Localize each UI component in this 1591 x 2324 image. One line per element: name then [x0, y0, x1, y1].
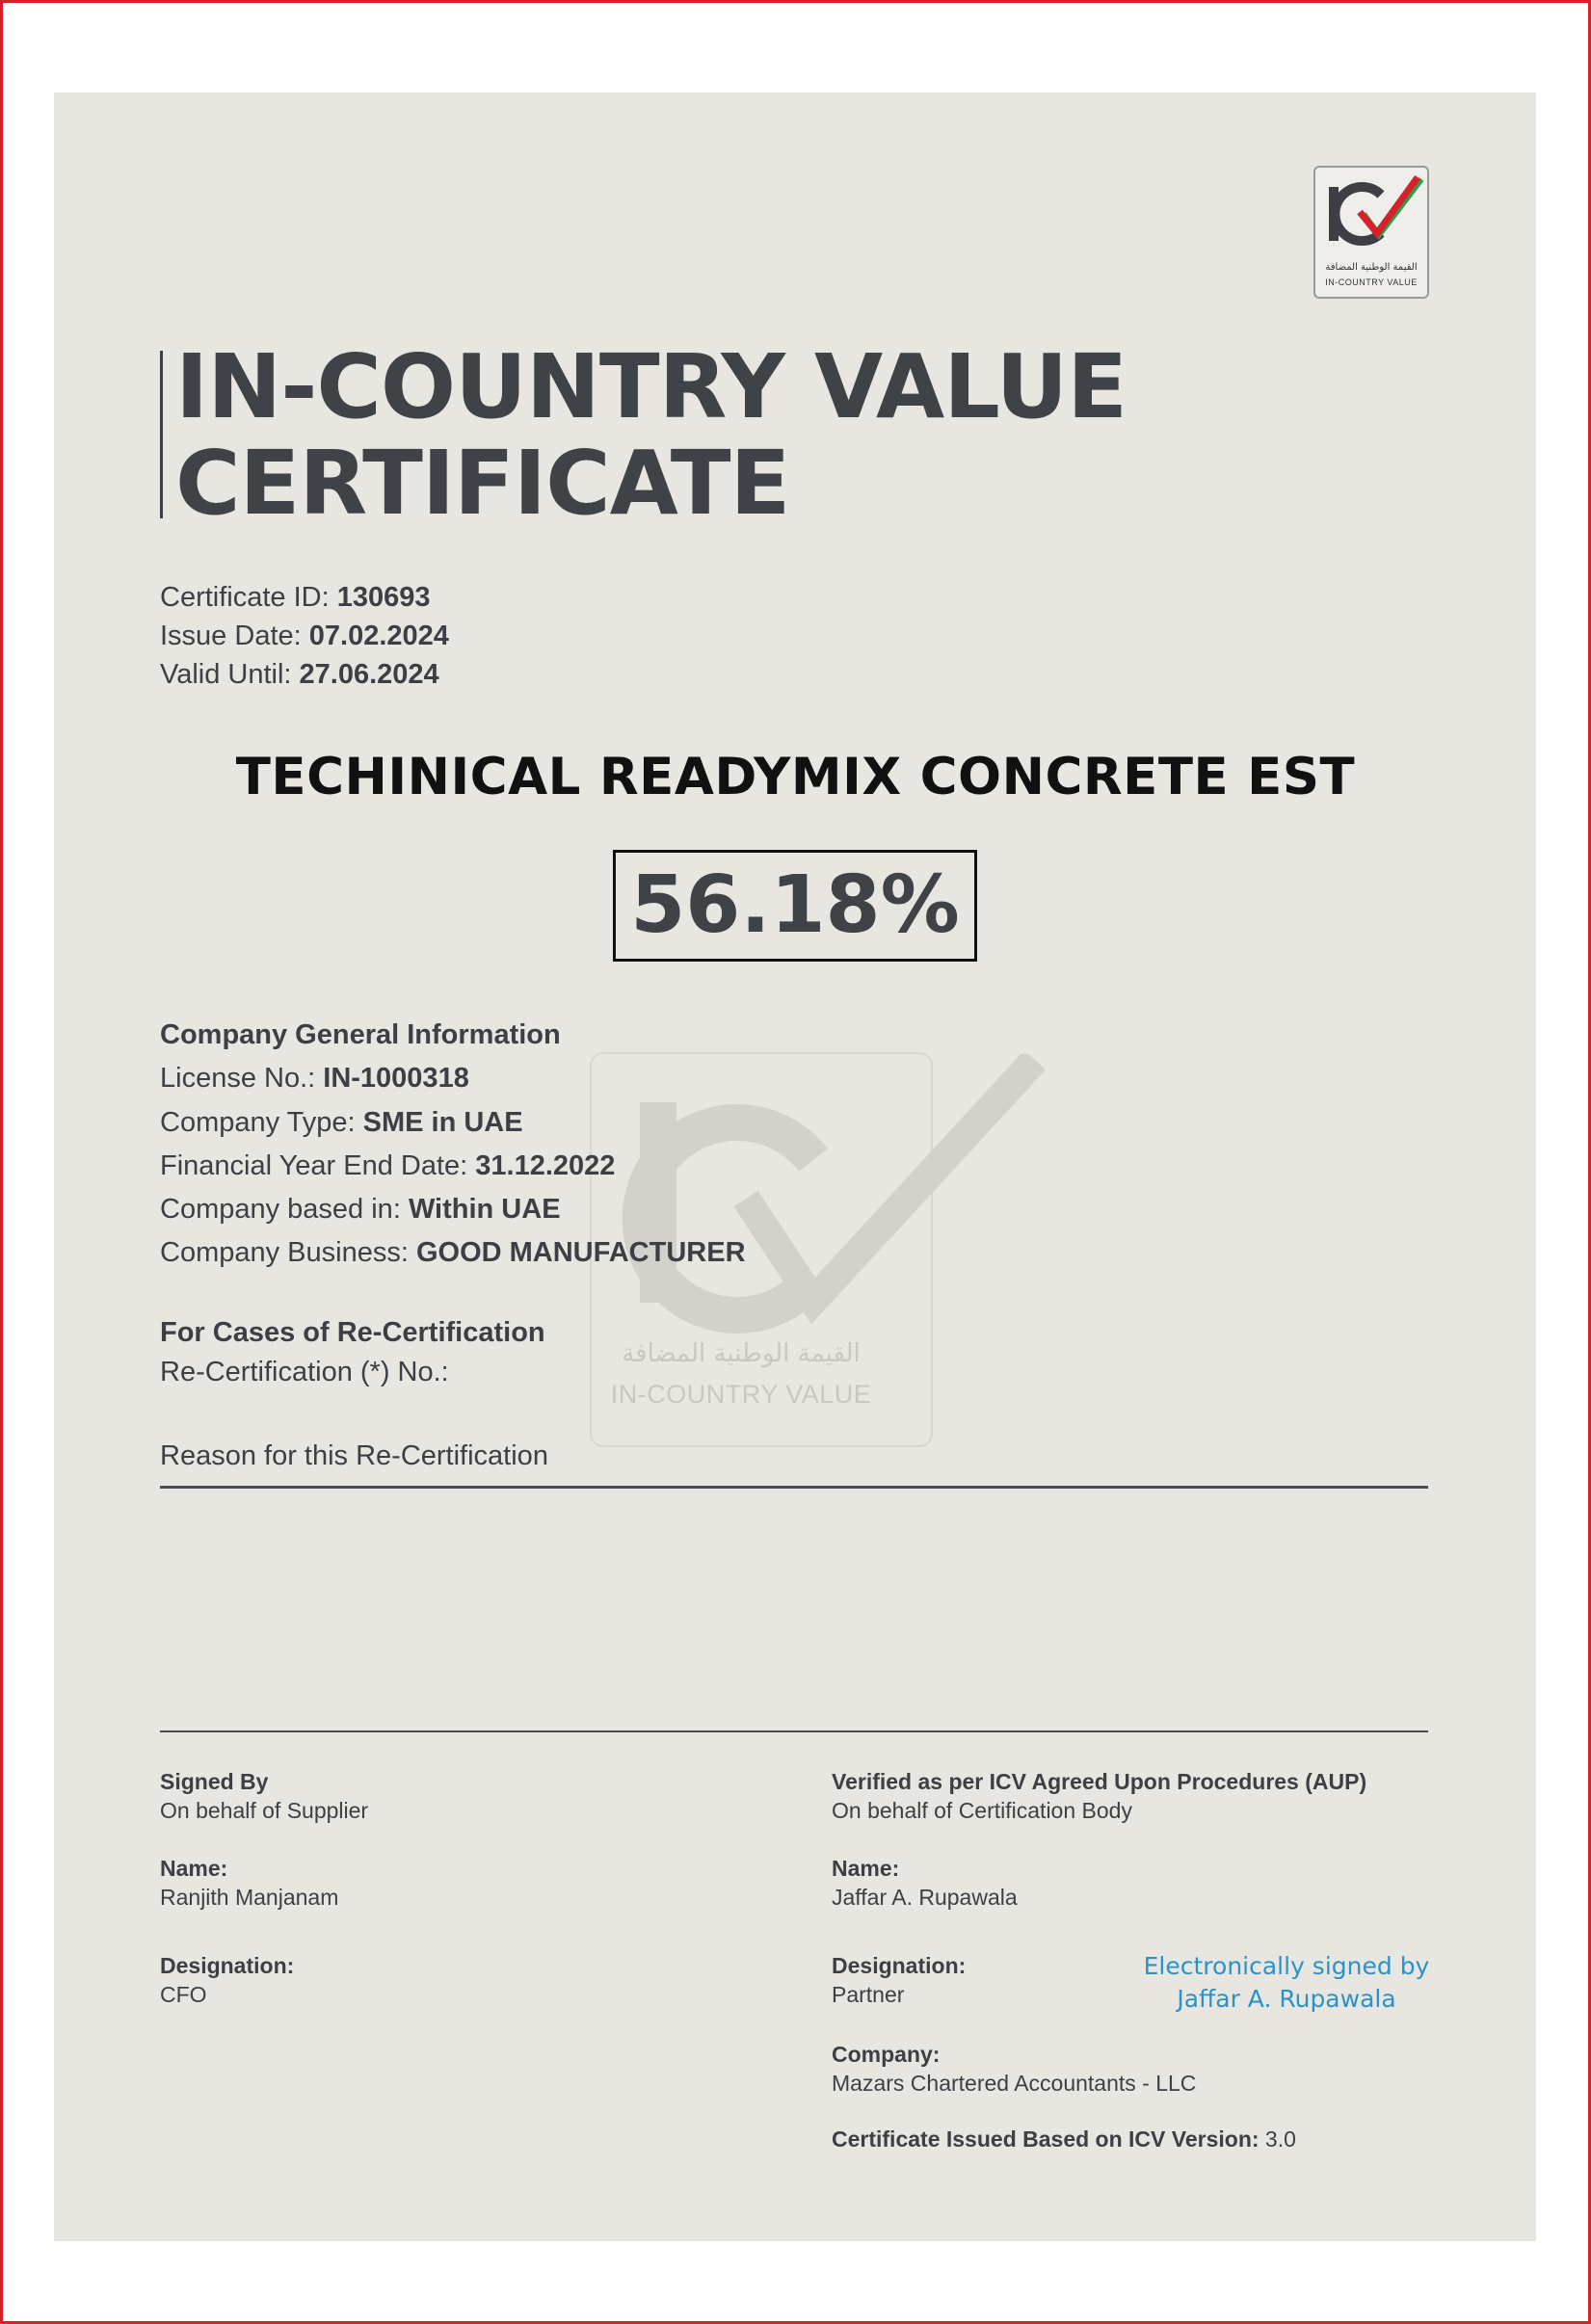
valid-until-row — [160, 655, 449, 694]
verified-company: Mazars Chartered Accountants - LLC — [832, 2071, 1197, 2096]
section-divider-top — [160, 1486, 1428, 1489]
company-type-value: SME in UAE — [362, 1107, 523, 1138]
issue-date-label: Issue Date: — [160, 621, 302, 651]
license-value: IN-1000318 — [323, 1063, 469, 1094]
verified-heading: Verified as per ICV Agreed Upon Procedures (AUP) — [832, 1769, 1367, 1794]
license-label: License No.: — [160, 1063, 316, 1094]
financial-year-row — [160, 1150, 615, 1182]
watermark-arabic-text: القيمة الوطنية المضافة — [622, 1339, 861, 1368]
certificate-id-value: 130693 — [336, 582, 431, 613]
signed-by-heading: Signed By — [160, 1769, 269, 1794]
company-business-row — [160, 1237, 746, 1269]
logo-arabic-text: القيمة الوطنية المضافة — [1325, 262, 1418, 273]
icv-score: 56.18% — [630, 859, 960, 951]
company-based-value: Within UAE — [408, 1194, 561, 1225]
verified-name-label: Name: — [832, 1856, 900, 1881]
company-based-label: Company based in: — [160, 1194, 401, 1225]
page-title — [175, 335, 1127, 535]
signed-by-block — [160, 1767, 368, 2009]
title-accent-bar — [160, 351, 163, 518]
certificate-id-row — [160, 578, 449, 617]
signed-by-name-label: Name: — [160, 1856, 228, 1881]
verified-sub: On behalf of Certification Body — [832, 1798, 1132, 1823]
icv-version-value: 3.0 — [1264, 2126, 1296, 2152]
company-name: TECHINICAL READYMIX CONCRETE EST — [235, 748, 1356, 806]
signed-by-designation-label: Designation: — [160, 1953, 295, 1978]
valid-until-label: Valid Until: — [160, 659, 292, 690]
section-divider-bottom — [160, 1730, 1428, 1732]
certificate-meta — [160, 578, 449, 694]
icv-version-label: Certificate Issued Based on ICV Version: — [832, 2126, 1260, 2152]
general-info-heading: Company General Information — [160, 1019, 561, 1050]
company-type-label: Company Type: — [160, 1107, 356, 1138]
esign-line-1: Electronically signed by — [1143, 1952, 1430, 1980]
icv-check-icon — [1325, 173, 1429, 256]
icv-logo — [1313, 166, 1429, 299]
company-business-value: GOOD MANUFACTURER — [415, 1237, 746, 1268]
signed-by-designation: CFO — [160, 1982, 207, 2007]
valid-until-value: 27.06.2024 — [299, 659, 439, 690]
certificate-id-label: Certificate ID: — [160, 582, 330, 613]
issue-date-row — [160, 617, 449, 655]
verified-company-label: Company: — [832, 2042, 941, 2067]
verified-name: Jaffar A. Rupawala — [832, 1885, 1018, 1910]
signed-by-sub: On behalf of Supplier — [160, 1798, 369, 1823]
company-type-row — [160, 1107, 523, 1139]
watermark-english-text: IN-COUNTRY VALUE — [610, 1380, 872, 1409]
issue-date-value: 07.02.2024 — [308, 621, 449, 651]
icv-score-box — [613, 850, 977, 962]
signed-by-name: Ranjith Manjanam — [160, 1885, 339, 1910]
financial-year-label: Financial Year End Date: — [160, 1150, 468, 1181]
watermark-check-icon — [592, 1054, 1045, 1343]
icv-version-row — [832, 2125, 1366, 2153]
logo-english-text: IN-COUNTRY VALUE — [1325, 277, 1418, 287]
title-line-1: IN-COUNTRY VALUE — [175, 335, 1127, 438]
company-based-row — [160, 1194, 561, 1226]
recert-number-label: Re-Certification (*) No.: — [160, 1357, 449, 1387]
company-business-label: Company Business: — [160, 1237, 409, 1268]
verified-designation: Partner — [832, 1982, 905, 2007]
recert-heading: For Cases of Re-Certification — [160, 1317, 545, 1348]
electronic-signature — [1137, 1950, 1436, 2016]
financial-year-value: 31.12.2022 — [475, 1150, 616, 1181]
verified-designation-label: Designation: — [832, 1953, 967, 1978]
esign-line-2: Jaffar A. Rupawala — [1177, 1985, 1396, 2013]
title-line-2: CERTIFICATE — [175, 432, 790, 535]
license-row — [160, 1063, 469, 1095]
recert-reason-label: Reason for this Re-Certification — [160, 1440, 548, 1471]
